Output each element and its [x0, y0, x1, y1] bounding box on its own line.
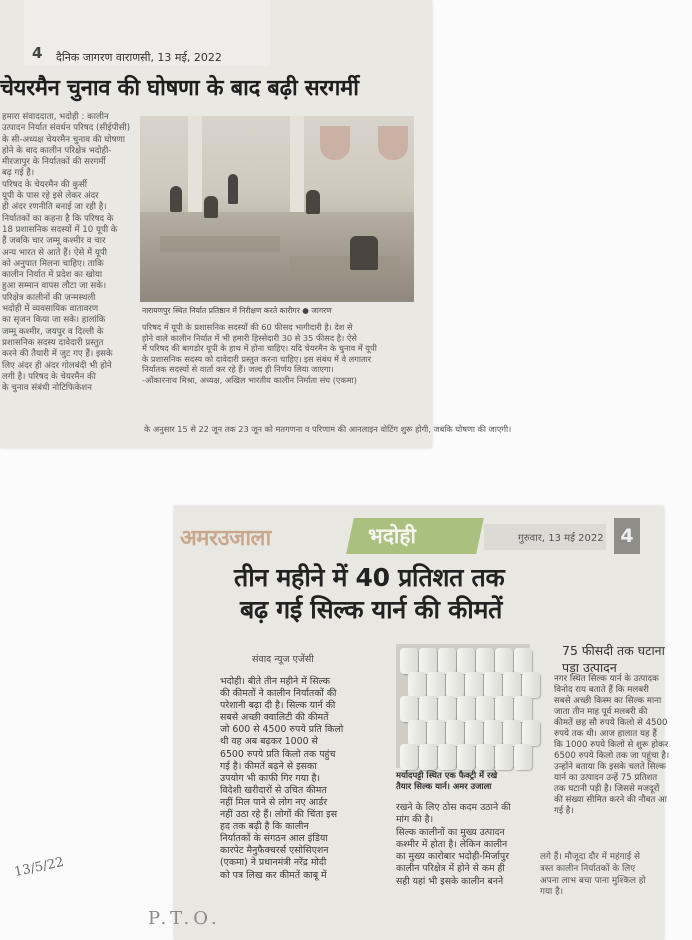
page-number: 4: [614, 518, 640, 554]
text-line: सिल्क कालीनों का मुख्य उत्पादन: [396, 826, 505, 838]
text-line: 18 प्रशासनिक सदस्यों में 10 यूपी के: [2, 224, 118, 235]
text-line: जम्मू कश्मीर, जयपुर व दिल्ली के: [2, 326, 104, 337]
text-line: उपयोग भी काफी गिर गया है।: [220, 772, 321, 784]
yarn-spool: [514, 696, 532, 722]
yarn-spool: [400, 648, 418, 674]
text-line: विदेशी खरीदारों से उचित कीमत: [220, 784, 327, 796]
article-right-column-continued: [540, 852, 664, 932]
text-line: लगी है। परिषद के चेयरमैन की: [2, 371, 96, 382]
text-line: करने की तैयारी में जुट गए हैं। इसके: [2, 349, 113, 360]
pto-note: P.T.O.: [148, 908, 221, 929]
yarn-spool: [408, 672, 426, 698]
yarn-spool: [495, 648, 513, 674]
worker: [170, 186, 182, 212]
yarn-spool: [495, 744, 513, 770]
yarn-spool: [484, 720, 502, 746]
text-line: विनोद राय बताते हैं कि मलबरी: [554, 685, 649, 695]
text-line: परिक्षेत्र कालीनों की जन्मस्थली: [2, 292, 96, 303]
text-line: जो 600 से 4500 रुपये प्रति किलो: [220, 724, 344, 736]
text-line: नहीं मिल पाने से लोग नए आर्डर: [220, 796, 328, 808]
yarn-spool: [514, 744, 532, 770]
photo-caption: नारायणपुर स्थित निर्यात प्रतिष्ठान में निरीक्षण करते कारीगर ● जागरण: [142, 306, 332, 315]
text-line: के सी-अध्यक्ष चेयरमैन चुनाव की घोषणा: [2, 134, 125, 145]
text-line: सही यहां भी इसके कालीन बनने: [396, 875, 504, 887]
text-line: सबसे अच्छी क्वालिटी की कीमतें: [220, 712, 329, 724]
text-line: हमारा संवाददाता, भदोही : कालीन: [2, 112, 109, 122]
yarn-spool: [446, 720, 464, 746]
text-line: कारपेट मैनुफैक्चरर्स एसोसिएशन: [220, 845, 329, 857]
text-line: के प्रशासनिक सदस्य को दावेदारी प्रस्तुत करना चाहिए। इस संबंध में वे लगातार: [142, 353, 372, 364]
text-line: सबसे अच्छी किस्म का सिल्क माना: [554, 696, 662, 706]
article-main-column: [220, 676, 390, 924]
article-footer: के अनुसार 15 से 22 जून तक 23 जून को मतगणना व परिणाम की आनलाइन वोटिंग शुरू होगी, जबकि घोषणा की जाएगी।: [144, 424, 512, 434]
article-middle-column: [396, 802, 536, 932]
text-line: होने वाले कालीन निर्यात में भी हमारी हिस्सेदारी 30 से 35 फीसद है। ऐसे: [142, 332, 357, 343]
text-line: के चुनाव संबंधी नोटिफिकेशन: [2, 383, 92, 394]
clipping-dainik-jagran: [0, 0, 512, 448]
yarn-spool: [503, 720, 521, 746]
text-line: (एकमा) ने प्रधानमंत्री नरेंद्र मोदी: [220, 857, 327, 869]
text-line: गई है। कीमतें बढ़ने से इसका: [220, 760, 317, 772]
yarn-spool: [400, 696, 418, 722]
yarn-spool: [522, 720, 540, 746]
caption-line: तैयार सिल्क यार्न। अमर उजाला: [396, 781, 492, 791]
text-line: जाता तीन माह पूर्व मलबरी की: [554, 707, 648, 717]
text-line: कालीन परिक्षेत्र में होने से कम ही: [396, 863, 505, 875]
text-line: हैं जबकि चार जम्मू कश्मीर व चार: [2, 236, 106, 247]
text-line: उन्होंने बताया कि इसके चलते सिल्क: [554, 762, 666, 772]
byline: संवाद न्यूज एजेंसी: [252, 654, 314, 665]
subheading-line: पड़ा उत्पादन: [562, 660, 617, 675]
worker: [204, 196, 218, 218]
dateline: गुरुवार, 13 मई 2022: [518, 533, 604, 544]
text-line: यार्न का उत्पादन उन्हें 75 प्रतिशत: [554, 773, 658, 783]
text-line: उत्पादन निर्यात संवर्धन परिषद (सीईपीसी): [2, 123, 131, 134]
curtain: [378, 126, 408, 160]
yarn-spool: [465, 672, 483, 698]
subheading: [562, 642, 665, 676]
yarn-spool: [514, 648, 532, 674]
yarn-spool: [457, 696, 475, 722]
yarn-spool: [427, 672, 445, 698]
text-line: निर्यातकों का कहना है कि परिषद के: [2, 213, 114, 224]
yarn-spool: [408, 720, 426, 746]
yarn-spool: [476, 696, 494, 722]
article-left-column: [2, 112, 136, 438]
yarn-spool: [495, 696, 513, 722]
subheading-line: 75 फीसदी तक घटाना: [562, 643, 665, 658]
text-line: मांग की है।: [396, 814, 434, 826]
text-line: कीमतें छह सौ रुपये किलो से 4500: [554, 718, 668, 728]
yarn-spool: [438, 744, 456, 770]
text-line: नहीं उठा रहे हैं। लोगों की चिंता इस: [220, 809, 338, 821]
text-line: को पत्र लिख कर कीमतें काबू में: [220, 869, 327, 881]
worker: [350, 236, 378, 270]
yarn-spool: [438, 648, 456, 674]
workshop-photo: [140, 116, 414, 302]
text-line: रखने के लिए ठोस कदम उठाने की: [396, 802, 511, 813]
text-line: रुपये तक थी। आज हालात यह हैं: [554, 729, 657, 739]
text-line: कि 1000 रुपये किलो से शुरू होकर: [554, 740, 669, 750]
page-number: 4: [32, 44, 43, 62]
text-line: अपना लाभ बचा पाना मुश्किल हो: [540, 875, 646, 886]
text-line: भदोही। बीते तीन महीने में सिल्क: [220, 676, 330, 687]
handwritten-signature: 13/5/22: [12, 854, 66, 881]
yarn-spool: [465, 720, 483, 746]
text-line: भदोही में व्यवसायिक वातावरण: [2, 304, 99, 315]
text-line: निर्यातक सदस्यों से वार्ता कर रहे हैं। जल्द ही निर्णय लिया जाएगा।: [142, 364, 334, 375]
carpet: [290, 256, 400, 276]
text-line: का मुख्य कारोबार भदोही-मिर्जापुर: [396, 851, 510, 863]
text-line: का सृजन किया जा सके। हालांकि: [2, 315, 106, 326]
text-line: त्रस्त कालीन निर्यातकों के लिए: [540, 863, 636, 874]
text-line: गया है।: [540, 887, 564, 898]
text-line: तक घटानी पड़ी है। जिससे मजदूरों: [554, 784, 660, 794]
yarn-spool: [457, 648, 475, 674]
text-line: की कीमतों ने कालीन निर्यातकों की: [220, 688, 337, 700]
text-line: ही अंदर रणनीति बनाई जा रही है।: [2, 202, 107, 213]
yarn-spool: [427, 720, 445, 746]
text-line: परिषद में यूपी के प्रशासनिक सदस्यों की 60 फीसद भागीदारी है। देश से: [142, 322, 353, 332]
masthead: [174, 518, 664, 556]
yarn-spool: [446, 672, 464, 698]
text-line: होने के बाद कालीन परिक्षेत्र भदोही-: [2, 145, 112, 156]
text-line: लिए अंदर ही अंदर गोलबंदी भी होने: [2, 360, 112, 371]
yarn-spool: [438, 696, 456, 722]
yarn-spool: [476, 648, 494, 674]
worker: [228, 174, 238, 204]
article-right-column: [554, 674, 670, 866]
text-line: अन्य भारत से आते हैं। ऐसे में यूपी: [2, 247, 107, 258]
text-line: 6500 रुपये प्रति किलो तक पहुंच: [220, 748, 336, 760]
yarn-spool: [419, 696, 437, 722]
text-line: परिषद के चेयरमैन की कुर्सी: [2, 179, 88, 190]
photo-caption: [396, 770, 534, 792]
silk-yarn-photo: [396, 644, 530, 768]
dateline: दैनिक जागरण वाराणसी, 13 मई, 2022: [56, 51, 222, 64]
caption-line: मर्यादपट्टी स्थित एक फैक्ट्री में रखे: [396, 770, 498, 780]
text-line: की संख्या सीमित करने की नौबत आ: [554, 795, 667, 805]
yarn-spool: [419, 744, 437, 770]
text-line: कश्मीर में होता है। लेकिन कालीन: [396, 838, 508, 850]
text-line: प्रशासनिक सदस्य दावेदारी प्रस्तुत: [2, 337, 104, 348]
city-name: भदोही: [368, 524, 416, 548]
text-line: -ओंकारनाथ मिश्रा, अध्यक्ष, अखिल भारतीय कालीन निर्माता संघ (एकमा): [142, 374, 357, 385]
text-line: गई है।: [554, 806, 574, 816]
text-line: में परिषद की बागडोर यूपी के हाथ में होना चाहिए। यदि चेयरमैन के चुनाव में यूपी: [142, 343, 377, 354]
text-line: थी वह अब बढ़कर 1000 से: [220, 736, 318, 748]
text-line: नगर स्थित सिल्क यार्न के उत्पादक: [554, 674, 659, 684]
clipping-amar-ujala: [174, 506, 670, 940]
text-line: लगे हैं। मौजूदा दौर में महंगाई से: [540, 852, 640, 862]
text-line: यूपी के पास रहे इसे लेकर अंदर: [2, 191, 99, 202]
headline-line-1: तीन महीने में 40 प्रतिशत तक: [234, 563, 505, 592]
headline-line-2: बढ़ गई सिल्क यार्न की कीमतें: [240, 595, 503, 624]
pillar: [188, 116, 202, 216]
text-line: निर्यातकों के संगठन आल इंडिया: [220, 833, 328, 845]
text-line: को अनुपात मिलना चाहिए। ताकि: [2, 258, 104, 269]
yarn-spool: [419, 648, 437, 674]
text-line: परेशानी बढ़ा दी है। सिल्क यार्न की: [220, 700, 336, 712]
text-line: कालीन निर्यात में प्रदेश का खोया: [2, 270, 103, 281]
brand-name: अमरउजाला: [180, 526, 271, 551]
yarn-spool: [484, 672, 502, 698]
headline: चेयरमैन चुनाव की घोषणा के बाद बढ़ी सरगर्मी: [0, 76, 359, 101]
quote-box: [142, 322, 424, 422]
yarn-spool: [457, 744, 475, 770]
text-line: बढ़ गई है।: [2, 168, 35, 179]
yarn-spool: [400, 744, 418, 770]
text-line: हुआ सम्मान वापस लौटा जा सके।: [2, 281, 107, 292]
text-line: 6500 रुपये किलो तक जा पहुंचा है।: [554, 751, 670, 761]
text-line: मीरजापुर के निर्यातकों की सरगर्मी: [2, 157, 106, 168]
yarn-spool: [476, 744, 494, 770]
pillar: [290, 116, 304, 216]
curtain: [320, 126, 350, 160]
carpet: [160, 236, 280, 252]
text-line: हद तक बढ़ी है कि कालीन: [220, 821, 309, 833]
worker: [306, 190, 320, 214]
yarn-spool: [522, 672, 540, 698]
yarn-spool: [503, 672, 521, 698]
